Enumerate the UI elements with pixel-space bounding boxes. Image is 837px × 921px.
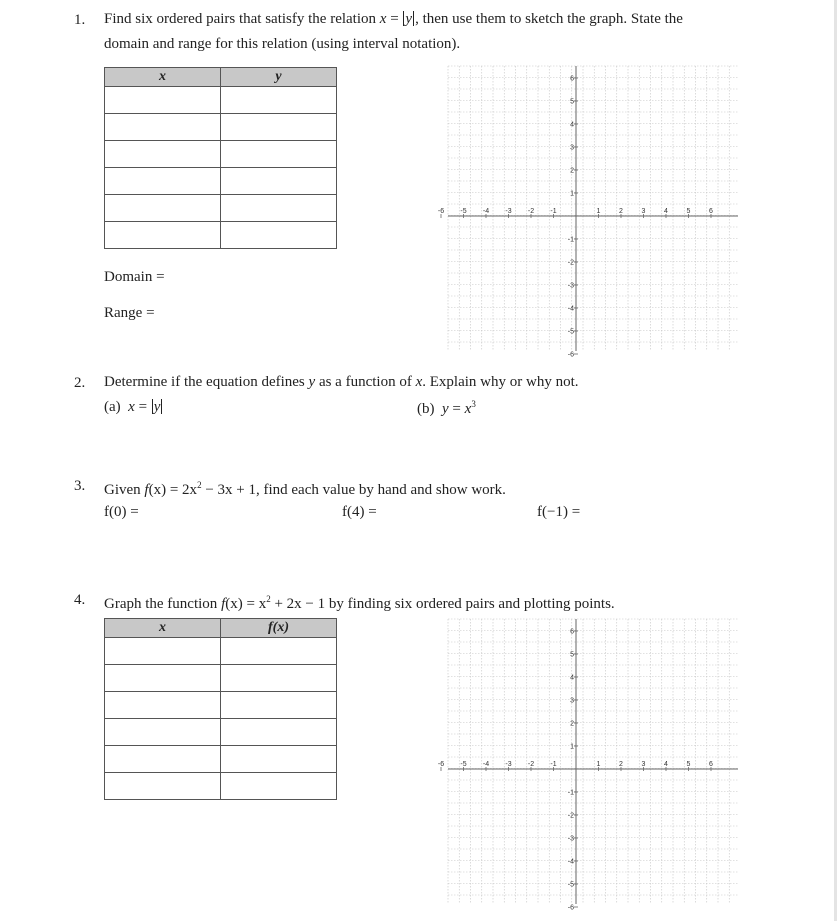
problem-2a: (a) x = y: [104, 399, 161, 415]
coordinate-grid-1[interactable]: [437, 66, 738, 359]
f-of-0-label: f(0) =: [104, 504, 139, 520]
table-header-x: x: [105, 619, 221, 638]
table-cell[interactable]: [221, 638, 337, 665]
table-cell[interactable]: [221, 665, 337, 692]
table-cell[interactable]: [221, 222, 337, 249]
x-tick-label: -2: [527, 208, 535, 215]
y-tick-label: -2: [567, 259, 574, 267]
problem-4-prompt: Graph the function $f(x) = x^2 + 2x - 1$ by finding six ordered pairs and plotting points.: [104, 594, 615, 612]
y-tick-label: 4: [570, 674, 574, 682]
table-cell[interactable]: [105, 692, 221, 719]
problem-3-prompt: Given $f(x) = 2x^2 - 3x + 1$, find each value by hand and show work.: [104, 480, 506, 498]
y-tick-label: 6: [570, 628, 574, 636]
problem-1-number: 1.: [74, 12, 86, 28]
coordinate-grid-2[interactable]: [437, 619, 738, 912]
y-tick-label: -2: [567, 812, 574, 820]
x-tick-label: 3: [641, 208, 646, 215]
x-tick-label: 1: [596, 208, 601, 215]
y-tick-label: -1: [567, 236, 574, 244]
table-cell[interactable]: [105, 114, 221, 141]
x-tick-label: 5: [686, 208, 691, 215]
problem-2-prompt: Determine if the equation defines y as a function of x. Explain why or why not.: [104, 374, 579, 390]
range-label: Range =: [104, 305, 155, 321]
y-tick-label: -3: [567, 835, 574, 843]
problem-3-number: 3.: [74, 478, 86, 494]
problem-2b: (b) $y = x^3$: [417, 399, 476, 417]
y-tick-label: -4: [567, 305, 574, 313]
table-cell[interactable]: [221, 195, 337, 222]
table-cell[interactable]: [105, 222, 221, 249]
y-tick-label: 5: [570, 651, 574, 659]
y-tick-label: -4: [567, 858, 574, 866]
x-tick-label: 4: [664, 208, 668, 215]
x-tick-label: 3: [641, 761, 646, 768]
x-tick-label: 6: [709, 761, 713, 768]
y-tick-label: 3: [570, 697, 574, 705]
f-of-neg1-label: f(−1) =: [537, 504, 581, 520]
table-cell[interactable]: [221, 141, 337, 168]
problem-4-table: [104, 618, 337, 800]
table-cell[interactable]: [105, 719, 221, 746]
x-tick-label: 2: [619, 208, 623, 215]
table-cell[interactable]: [221, 719, 337, 746]
y-tick-label: 2: [570, 720, 574, 728]
table-cell[interactable]: [105, 141, 221, 168]
y-tick-label: -6: [567, 351, 574, 359]
y-tick-label: -5: [567, 328, 574, 336]
table-cell[interactable]: [221, 114, 337, 141]
y-tick-label: -3: [567, 282, 574, 290]
table-cell[interactable]: [221, 773, 337, 800]
f-of-4-label: f(4) =: [342, 504, 377, 520]
x-tick-label: -1: [550, 761, 557, 768]
table-cell[interactable]: [105, 195, 221, 222]
y-tick-label: 1: [570, 743, 574, 751]
domain-label: Domain =: [104, 269, 165, 285]
table-cell[interactable]: [105, 168, 221, 195]
table-cell[interactable]: [105, 773, 221, 800]
problem-2-number: 2.: [74, 375, 86, 391]
x-tick-label: 1: [596, 761, 601, 768]
x-tick-label: -4: [482, 208, 490, 215]
x-tick-label: -4: [482, 761, 490, 768]
y-tick-label: 6: [570, 75, 574, 83]
table-cell[interactable]: [105, 87, 221, 114]
x-tick-label: -3: [505, 208, 512, 215]
table-cell[interactable]: [221, 692, 337, 719]
table-header-x: x: [105, 68, 221, 87]
y-tick-label: 5: [570, 98, 574, 106]
problem-1-prompt: Find six ordered pairs that satisfy the relation x = y , then use them to sketch the graph. State the domain and range for this relation (using interval notation).: [104, 11, 683, 52]
y-tick-label: -5: [567, 881, 574, 889]
y-tick-label: 3: [570, 144, 574, 152]
x-tick-label: -6: [437, 761, 445, 768]
x-tick-label: 4: [664, 761, 668, 768]
x-tick-label: -3: [505, 761, 512, 768]
x-tick-label: -5: [460, 208, 467, 215]
x-tick-label: -5: [460, 761, 467, 768]
x-tick-label: 2: [619, 761, 623, 768]
x-tick-label: -2: [527, 761, 535, 768]
y-tick-label: 4: [570, 121, 574, 129]
x-tick-label: 5: [686, 761, 691, 768]
table-cell[interactable]: [221, 87, 337, 114]
table-cell[interactable]: [221, 168, 337, 195]
y-tick-label: -1: [567, 789, 574, 797]
problem-4-number: 4.: [74, 592, 86, 608]
y-tick-label: 1: [570, 190, 574, 198]
problem-1-table: [104, 67, 337, 249]
x-tick-label: -1: [550, 208, 557, 215]
table-cell[interactable]: [105, 746, 221, 773]
table-cell[interactable]: [105, 665, 221, 692]
table-header-fx: f(x): [221, 619, 337, 638]
table-header-y: y: [221, 68, 337, 87]
x-tick-label: -6: [437, 208, 445, 215]
x-tick-label: 6: [709, 208, 713, 215]
y-tick-label: 2: [570, 167, 574, 175]
y-tick-label: -6: [567, 904, 574, 912]
table-cell[interactable]: [221, 746, 337, 773]
table-cell[interactable]: [105, 638, 221, 665]
